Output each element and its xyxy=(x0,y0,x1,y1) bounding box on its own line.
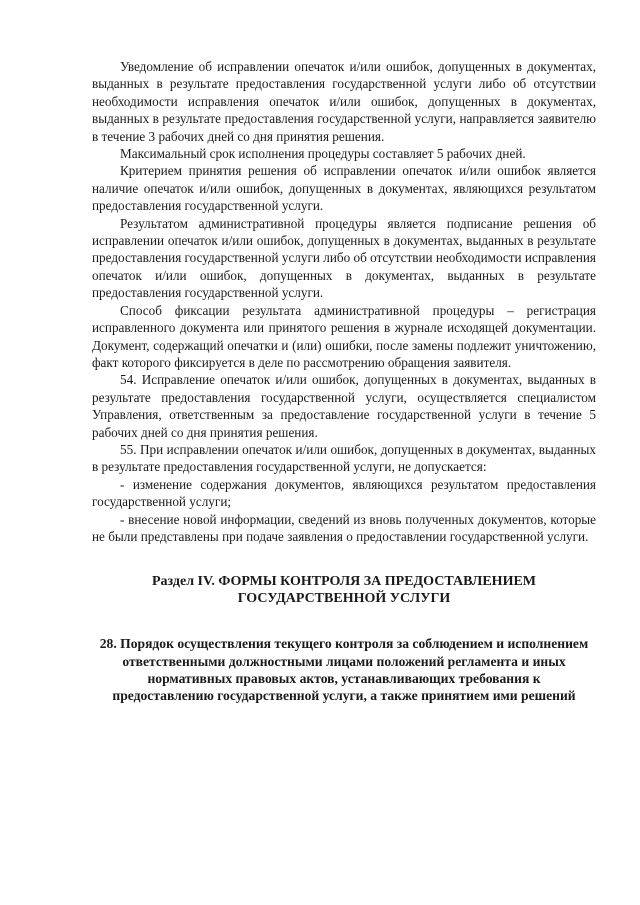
paragraph-max-term: Максимальный срок исполнения процедуры составляет 5 рабочих дней. xyxy=(120,146,526,162)
list-item-content-change: - изменение содержания документов, являющихся результатом предоставления государственной услуги; xyxy=(92,476,596,510)
paragraph-procedure-result: Результатом административной процедуры является подписание решения об исправлении опечаток и/или ошибок, допущенных в документах, выданных в результате предоставления государственной услуги либо об отсутствии необходимости исправления опечаток и/или ошибок, допущенных в документах, выданных в результате предоставления государственной услуги. xyxy=(92,215,596,301)
subsection-heading: 28. Порядок осуществления текущего контроля за соблюдением и исполнением ответственными должностными лицами положений регламента и иных нормативных правовых актов, устанавливающих требования к предоставлению государственной услуги, а также принятием ими решений xyxy=(99,636,589,703)
paragraph-notification: Уведомление об исправлении опечаток и/или ошибок, допущенных в документах, выданных в результате предоставления государственной услуги либо об отсутствии необходимости исправления опечаток и/или ошибок, допущенных в документах, выданных в результате предоставления государственной услуги, направляется заявителю в течение 3 рабочих дней со дня принятия решения. xyxy=(92,59,596,144)
paragraph-item-55: 55. При исправлении опечаток и/или ошибок, допущенных в документах, выданных в результате предоставления государственной услуги, не допускается: xyxy=(92,441,596,475)
paragraph-item-54: 54. Исправление опечаток и/или ошибок, допущенных в документах, выданных в результате предоставления государственной услуги, осуществляется специалистом Управления, ответственным за предоставление государственной услуги в течение 5 рабочих дней со дня принятия решения. xyxy=(92,372,596,440)
list-item-new-information: - внесение новой информации, сведений из вновь полученных документов, которые не были представлены при подаче заявления о предоставлении государственной услуги. xyxy=(92,511,596,544)
paragraph-result-fixation: Способ фиксации результата административной процедуры – регистрация исправленного документа или принятого решения в журнале исходящей документации. Документ, содержащий опечатки и (или) ошибки, после замены подлежит уничтожению, факт которого фиксируется в деле по рассмотрению обращения заявителя. xyxy=(92,302,596,370)
paragraph-decision-criterion: Критерием принятия решения об исправлении опечаток и/или ошибок является наличие опечаток и/или ошибок, допущенных в документах, являющихся результатом предоставления государственной услуги. xyxy=(92,163,596,214)
section-heading: Раздел IV. ФОРМЫ КОНТРОЛЯ ЗА ПРЕДОСТАВЛЕНИЕМ ГОСУДАРСТВЕННОЙ УСЛУГИ xyxy=(151,574,537,607)
